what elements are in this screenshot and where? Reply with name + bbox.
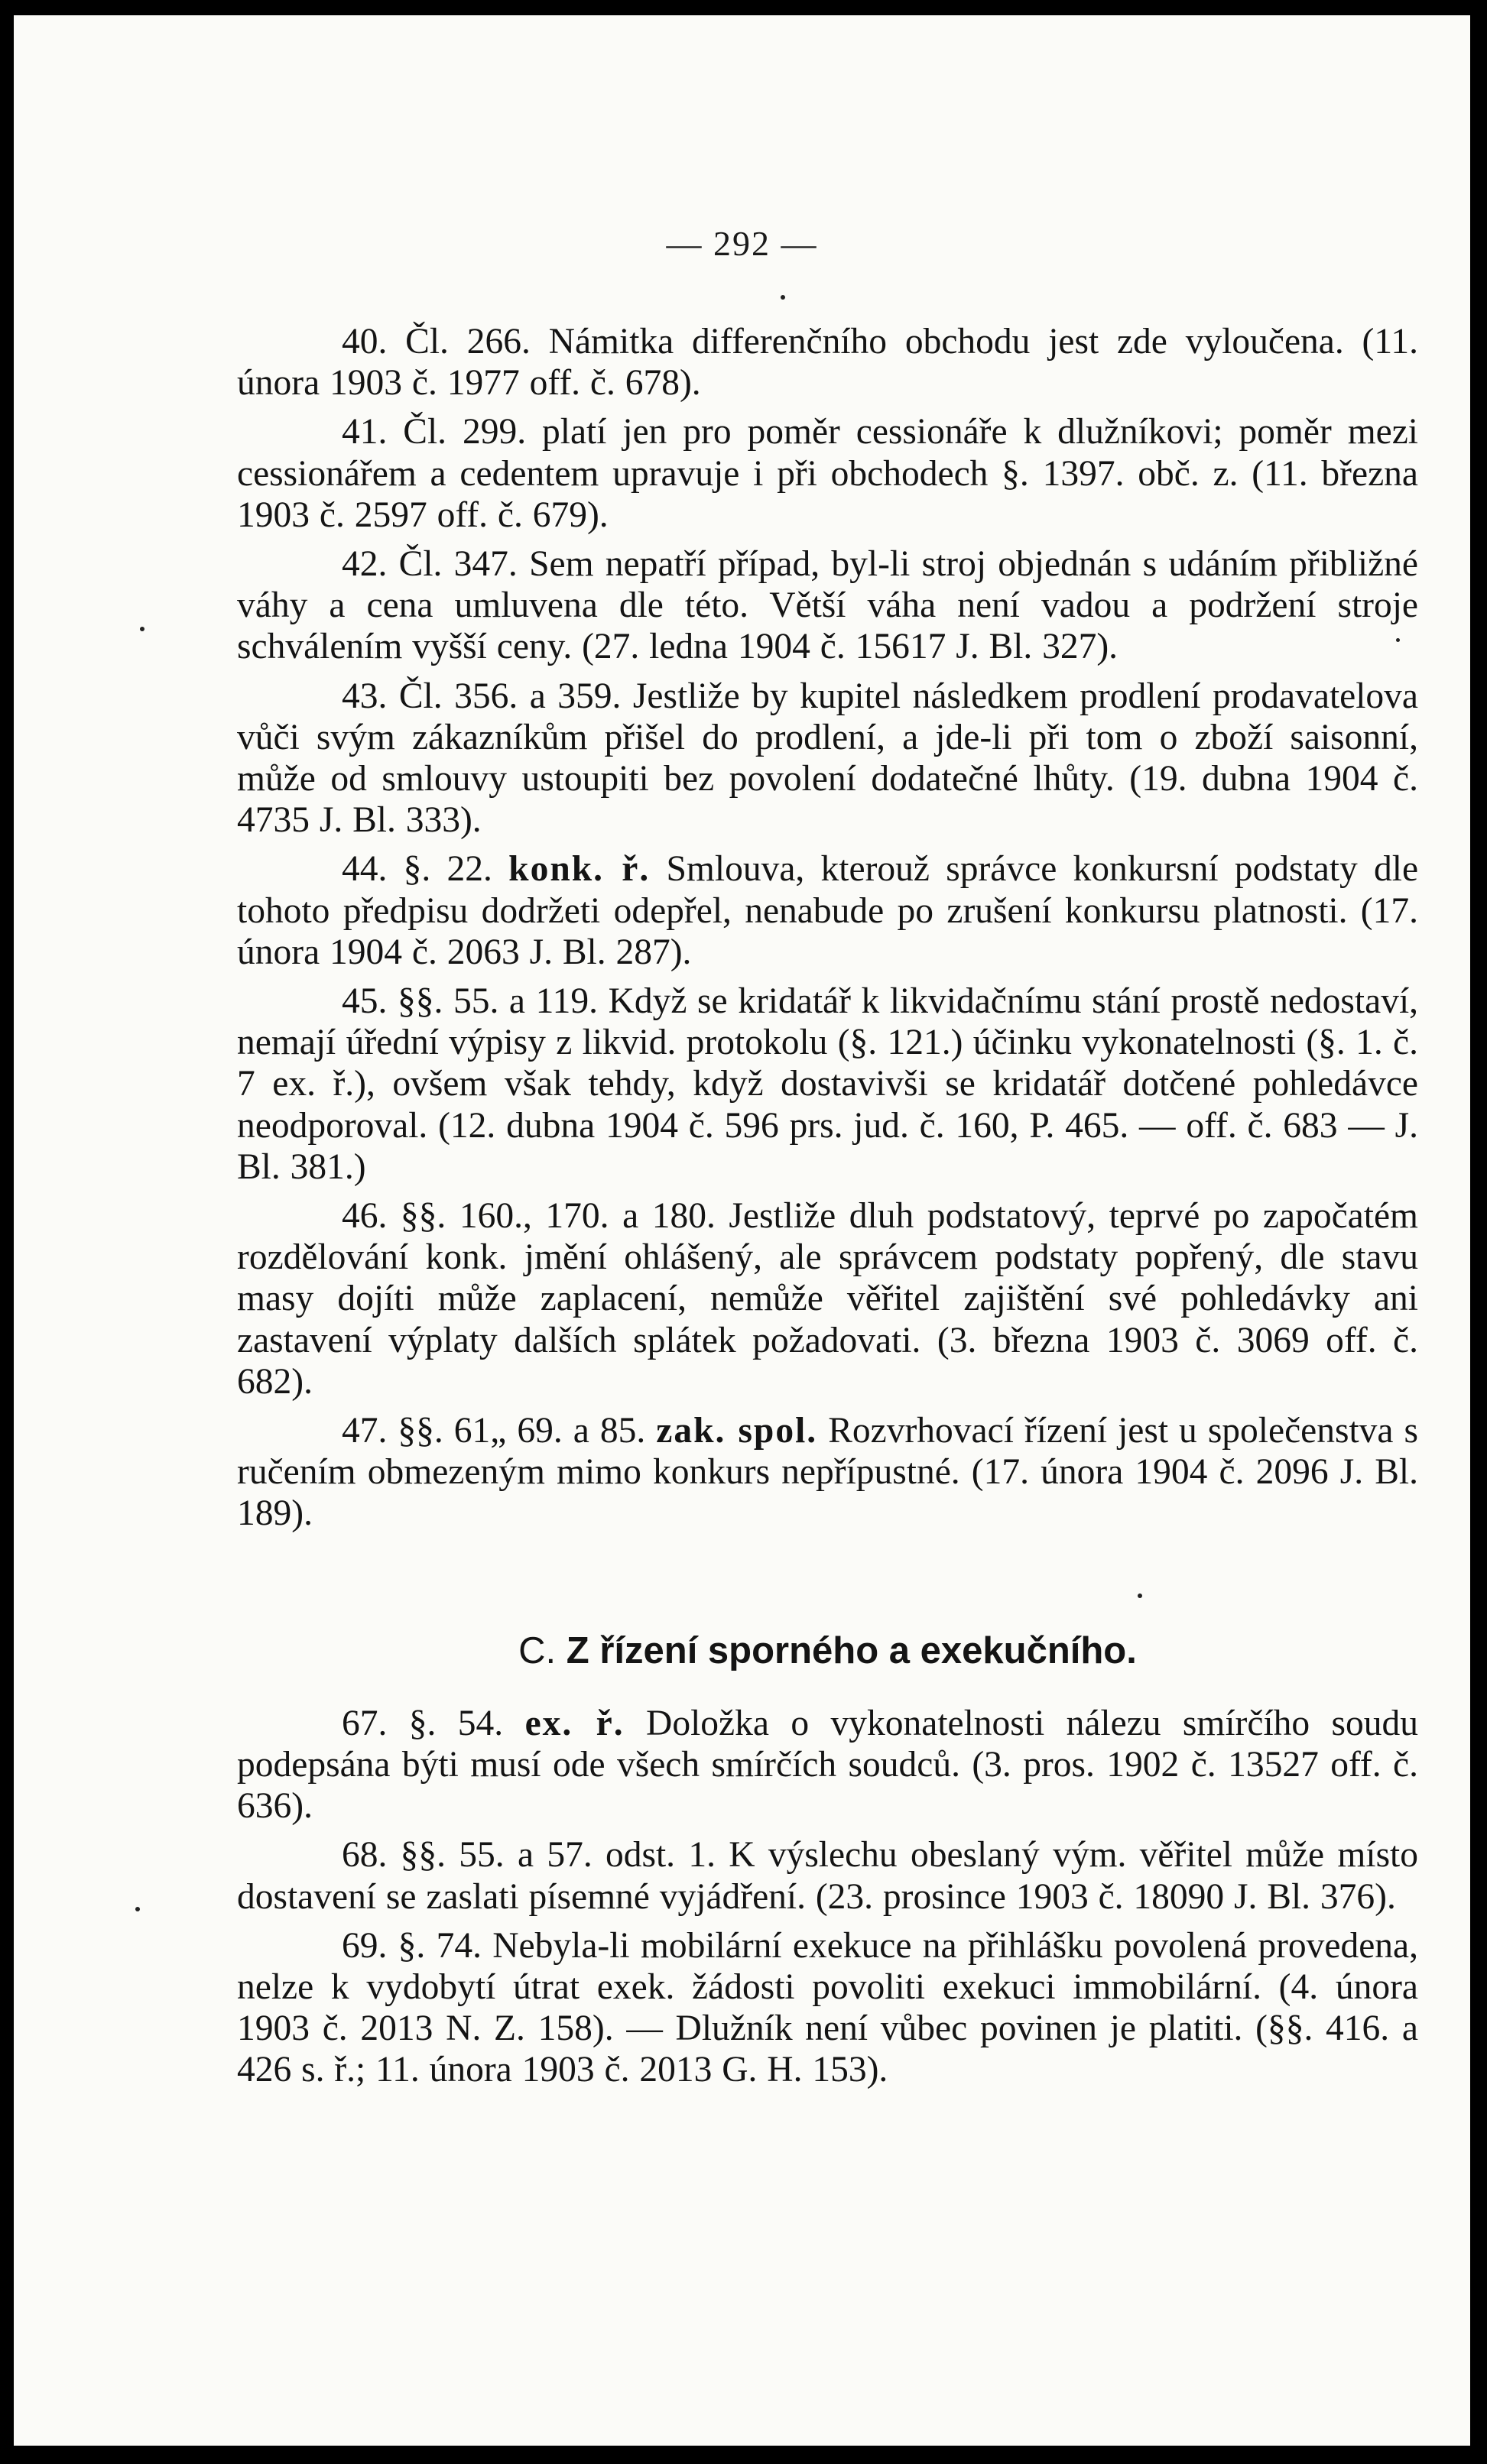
entry-lead: 44. §. 22. <box>342 849 492 890</box>
section-title: Z řízení sporného a exekučního. <box>566 1629 1137 1671</box>
entry-lead: 45. §§. 55. a 119. <box>342 981 598 1022</box>
entry-42 <box>237 543 1418 668</box>
entry-text: platí jen pro poměr cessionáře k dlužníkovi; poměr mezi cessionářem a cedentem upravuje i při obchodech §. 1397. obč. z. (11. března 1903 č. 2597 off. č. 679). <box>237 412 1418 535</box>
entry-43 <box>237 676 1418 841</box>
entry-text: Nebyla-li mobilární exekuce na přihlášku povolená provedena, nelze k vydobytí útrat exek. žádosti povoliti exekuci immobilární. (4. února 1903 č. 2013 N. Z. 158). — Dlužník není vůbec povinen je platiti. (§§. 416. a 426 s. ř.; 11. února 1903 č. 2013 G. H. 153). <box>237 1925 1419 2090</box>
entry-lead: 68. §§. 55. a 57. odst. 1. <box>342 1835 716 1876</box>
entry-69 <box>237 1925 1418 2091</box>
page-content <box>237 321 1418 2099</box>
entry-40 <box>237 321 1418 404</box>
entry-text: Rozvrhovací řízení jest u společenstva s ručením obmezeným mimo konkurs nepřípustné. (17. února 1904 č. 2096 J. Bl. 189). <box>237 1411 1419 1534</box>
entry-text: Jestliže dluh podstatový, teprvé po započatém rozdělování konk. jmění ohlášený, ale správcem podstaty popřený, dle stavu masy dojíti může zaplacení, nemůže věřitel zajištění své pohledávky ani zastavení výplaty dalších splátek požadovati. (3. března 1903 č. 3069 off. č. 682). <box>237 1196 1418 1402</box>
entry-45 <box>237 981 1418 1188</box>
book-page <box>14 15 1470 2446</box>
entry-statute-key: konk. ř. <box>508 849 651 890</box>
entry-47 <box>237 1410 1418 1535</box>
page-number: — 292 — <box>666 224 818 263</box>
entry-41 <box>237 411 1418 536</box>
entry-46 <box>237 1195 1418 1402</box>
entry-lead: 46. §§. 160., 170. a 180. <box>342 1196 716 1237</box>
entry-text: K výslechu obeslaný vým. věřitel může místo dostavení se zaslati písemné vyjádření. (23. prosince 1903 č. 18090 J. Bl. 376). <box>237 1835 1418 1917</box>
entry-44 <box>237 848 1418 973</box>
print-speck <box>135 1907 140 1911</box>
entry-statute-key: zak. spol. <box>656 1411 818 1451</box>
entry-statute-key: ex. ř. <box>524 1703 625 1743</box>
entry-text: Sem nepatří případ, byl-li stroj objednán s udáním přibližné váhy a cena umluvena dle této. Větší váha není vadou a podržení stroje schválením vyšší ceny. (27. ledna 1904 č. 15617 J. Bl. 327). <box>237 544 1418 667</box>
entry-lead: 47. §§. 61„ 69. a 85. <box>342 1411 646 1451</box>
print-speck <box>781 295 785 300</box>
entry-text: Když se kridatář k likvidačnímu stání prostě nedostaví, nemají úřední výpisy z likvid. protokolu (§. 121.) účinku vykonatelnosti (§. 1. č. 7 ex. ř.), ovšem však tehdy, když dostavivši se kridatář dotčené pohledávce neodporoval. (12. dubna 1904 č. 596 prs. jud. č. 160, P. 465. — off. č. 683 — J. Bl. 381.) <box>237 981 1419 1187</box>
entry-lead: 40. Čl. 266. <box>342 322 531 361</box>
entry-text: Smlouva, kterouž správce konkursní podstaty dle tohoto předpisu dodržeti odepřel, nenabude po zrušení konkursu platnosti. (17. února 1904 č. 2063 J. Bl. 287). <box>237 849 1419 972</box>
entry-text: Jestliže by kupitel následkem prodlení prodavatelova vůči svým zákazníkům přišel do prodlení, a jde-li při tom o zboží saisonní, může od smlouvy ustoupiti bez povolení dodatečné lhůty. (19. dubna 1904 č. 4735 J. Bl. 333). <box>237 676 1419 841</box>
entry-lead: 42. Čl. 347. <box>342 544 518 585</box>
entry-lead: 41. Čl. 299. <box>342 412 527 452</box>
entry-text: Doložka o vykonatelnosti nálezu smírčího soudu podepsána býti musí ode všech smírčích soudců. (3. pros. 1902 č. 13527 off. č. 636). <box>237 1703 1419 1827</box>
section-heading-c <box>237 1628 1418 1674</box>
entry-67 <box>237 1703 1418 1827</box>
print-speck <box>140 627 144 631</box>
section-letter: C. <box>518 1629 557 1671</box>
entry-lead: 43. Čl. 356. a 359. <box>342 676 622 716</box>
entry-text: Námitka differenčního obchodu jest zde vyloučena. (11. února 1903 č. 1977 off. č. 678). <box>237 322 1418 404</box>
entry-68 <box>237 1834 1418 1917</box>
entry-lead: 69. §. 74. <box>342 1925 482 1966</box>
entry-lead: 67. §. 54. <box>342 1703 504 1743</box>
